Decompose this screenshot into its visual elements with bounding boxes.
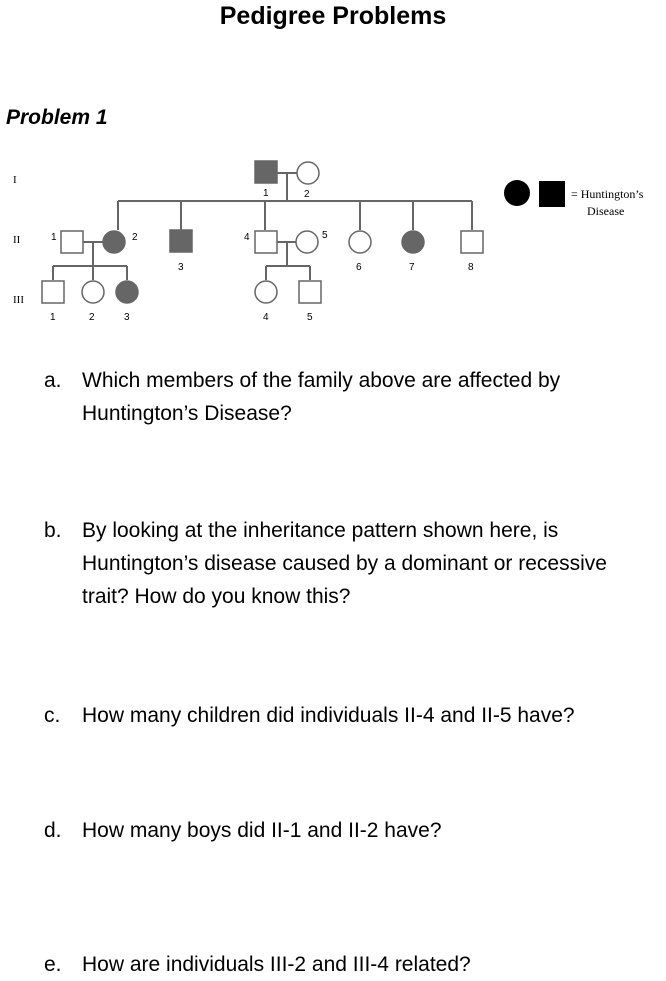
label-I-1: 1	[263, 188, 269, 199]
individual-III-5-male	[299, 281, 321, 303]
label-I-2: 2	[304, 189, 310, 200]
legend-affected-male-symbol	[539, 181, 565, 207]
individual-II-7-female-affected	[402, 231, 424, 253]
question-text: How are individuals III-2 and III-4 related?	[82, 953, 471, 976]
individual-III-2-female	[82, 281, 104, 303]
question-letter: c.	[44, 704, 61, 727]
individual-II-8-male	[461, 231, 483, 253]
label-III-4: 4	[263, 312, 269, 323]
question-letter: d.	[44, 819, 62, 842]
label-III-3: 3	[124, 312, 130, 323]
individual-III-1-male	[42, 281, 64, 303]
label-II-3: 3	[178, 262, 184, 273]
individual-II-5-female	[296, 231, 318, 253]
generation-label-1: I	[13, 174, 17, 186]
individual-II-2-female-affected	[103, 231, 125, 253]
question-letter: e.	[44, 953, 62, 976]
legend-affected-female-symbol	[504, 180, 530, 206]
individual-II-1-male	[61, 231, 83, 253]
label-III-2: 2	[89, 312, 95, 323]
individual-II-4-male	[255, 231, 277, 253]
label-III-5: 5	[307, 312, 313, 323]
individual-II-6-female	[349, 231, 371, 253]
label-III-1: 1	[50, 312, 56, 323]
question-text: By looking at the inheritance pattern shown here, is Huntington’s disease caused by a dominant or recessive trait? How do you know this?	[82, 519, 607, 608]
page-title: Pedigree Problems	[219, 2, 447, 30]
individual-II-3-male-affected	[170, 230, 192, 252]
individual-III-4-female	[255, 281, 277, 303]
legend-text-line1: = Huntington’s	[571, 187, 644, 201]
label-II-7: 7	[409, 262, 415, 273]
label-II-6: 6	[356, 262, 362, 273]
individual-III-3-female-affected	[116, 281, 138, 303]
question-text: How many children did individuals II-4 and II-5 have?	[82, 704, 575, 727]
label-II-8: 8	[468, 262, 474, 273]
question-b	[44, 514, 659, 613]
question-d	[44, 814, 659, 847]
question-e	[44, 948, 659, 981]
question-a	[44, 364, 659, 430]
label-II-4: 4	[244, 232, 250, 243]
generation-label-2: II	[13, 234, 21, 246]
question-letter: b.	[44, 519, 62, 542]
generation-label-3: III	[13, 294, 24, 306]
question-text: Which members of the family above are affected by Huntington’s Disease?	[82, 369, 561, 425]
question-c	[44, 699, 659, 732]
individual-I-1-male-affected	[255, 161, 277, 183]
question-letter: a.	[44, 369, 62, 392]
label-II-1: 1	[51, 232, 57, 243]
legend-text-line2: Disease	[587, 204, 625, 218]
label-II-5: 5	[322, 230, 328, 241]
label-II-2: 2	[132, 232, 138, 243]
pedigree-chart	[0, 150, 666, 330]
question-text: How many boys did II-1 and II-2 have?	[82, 819, 442, 842]
problem-heading: Problem 1	[6, 106, 108, 129]
individual-I-2-female	[297, 162, 319, 184]
